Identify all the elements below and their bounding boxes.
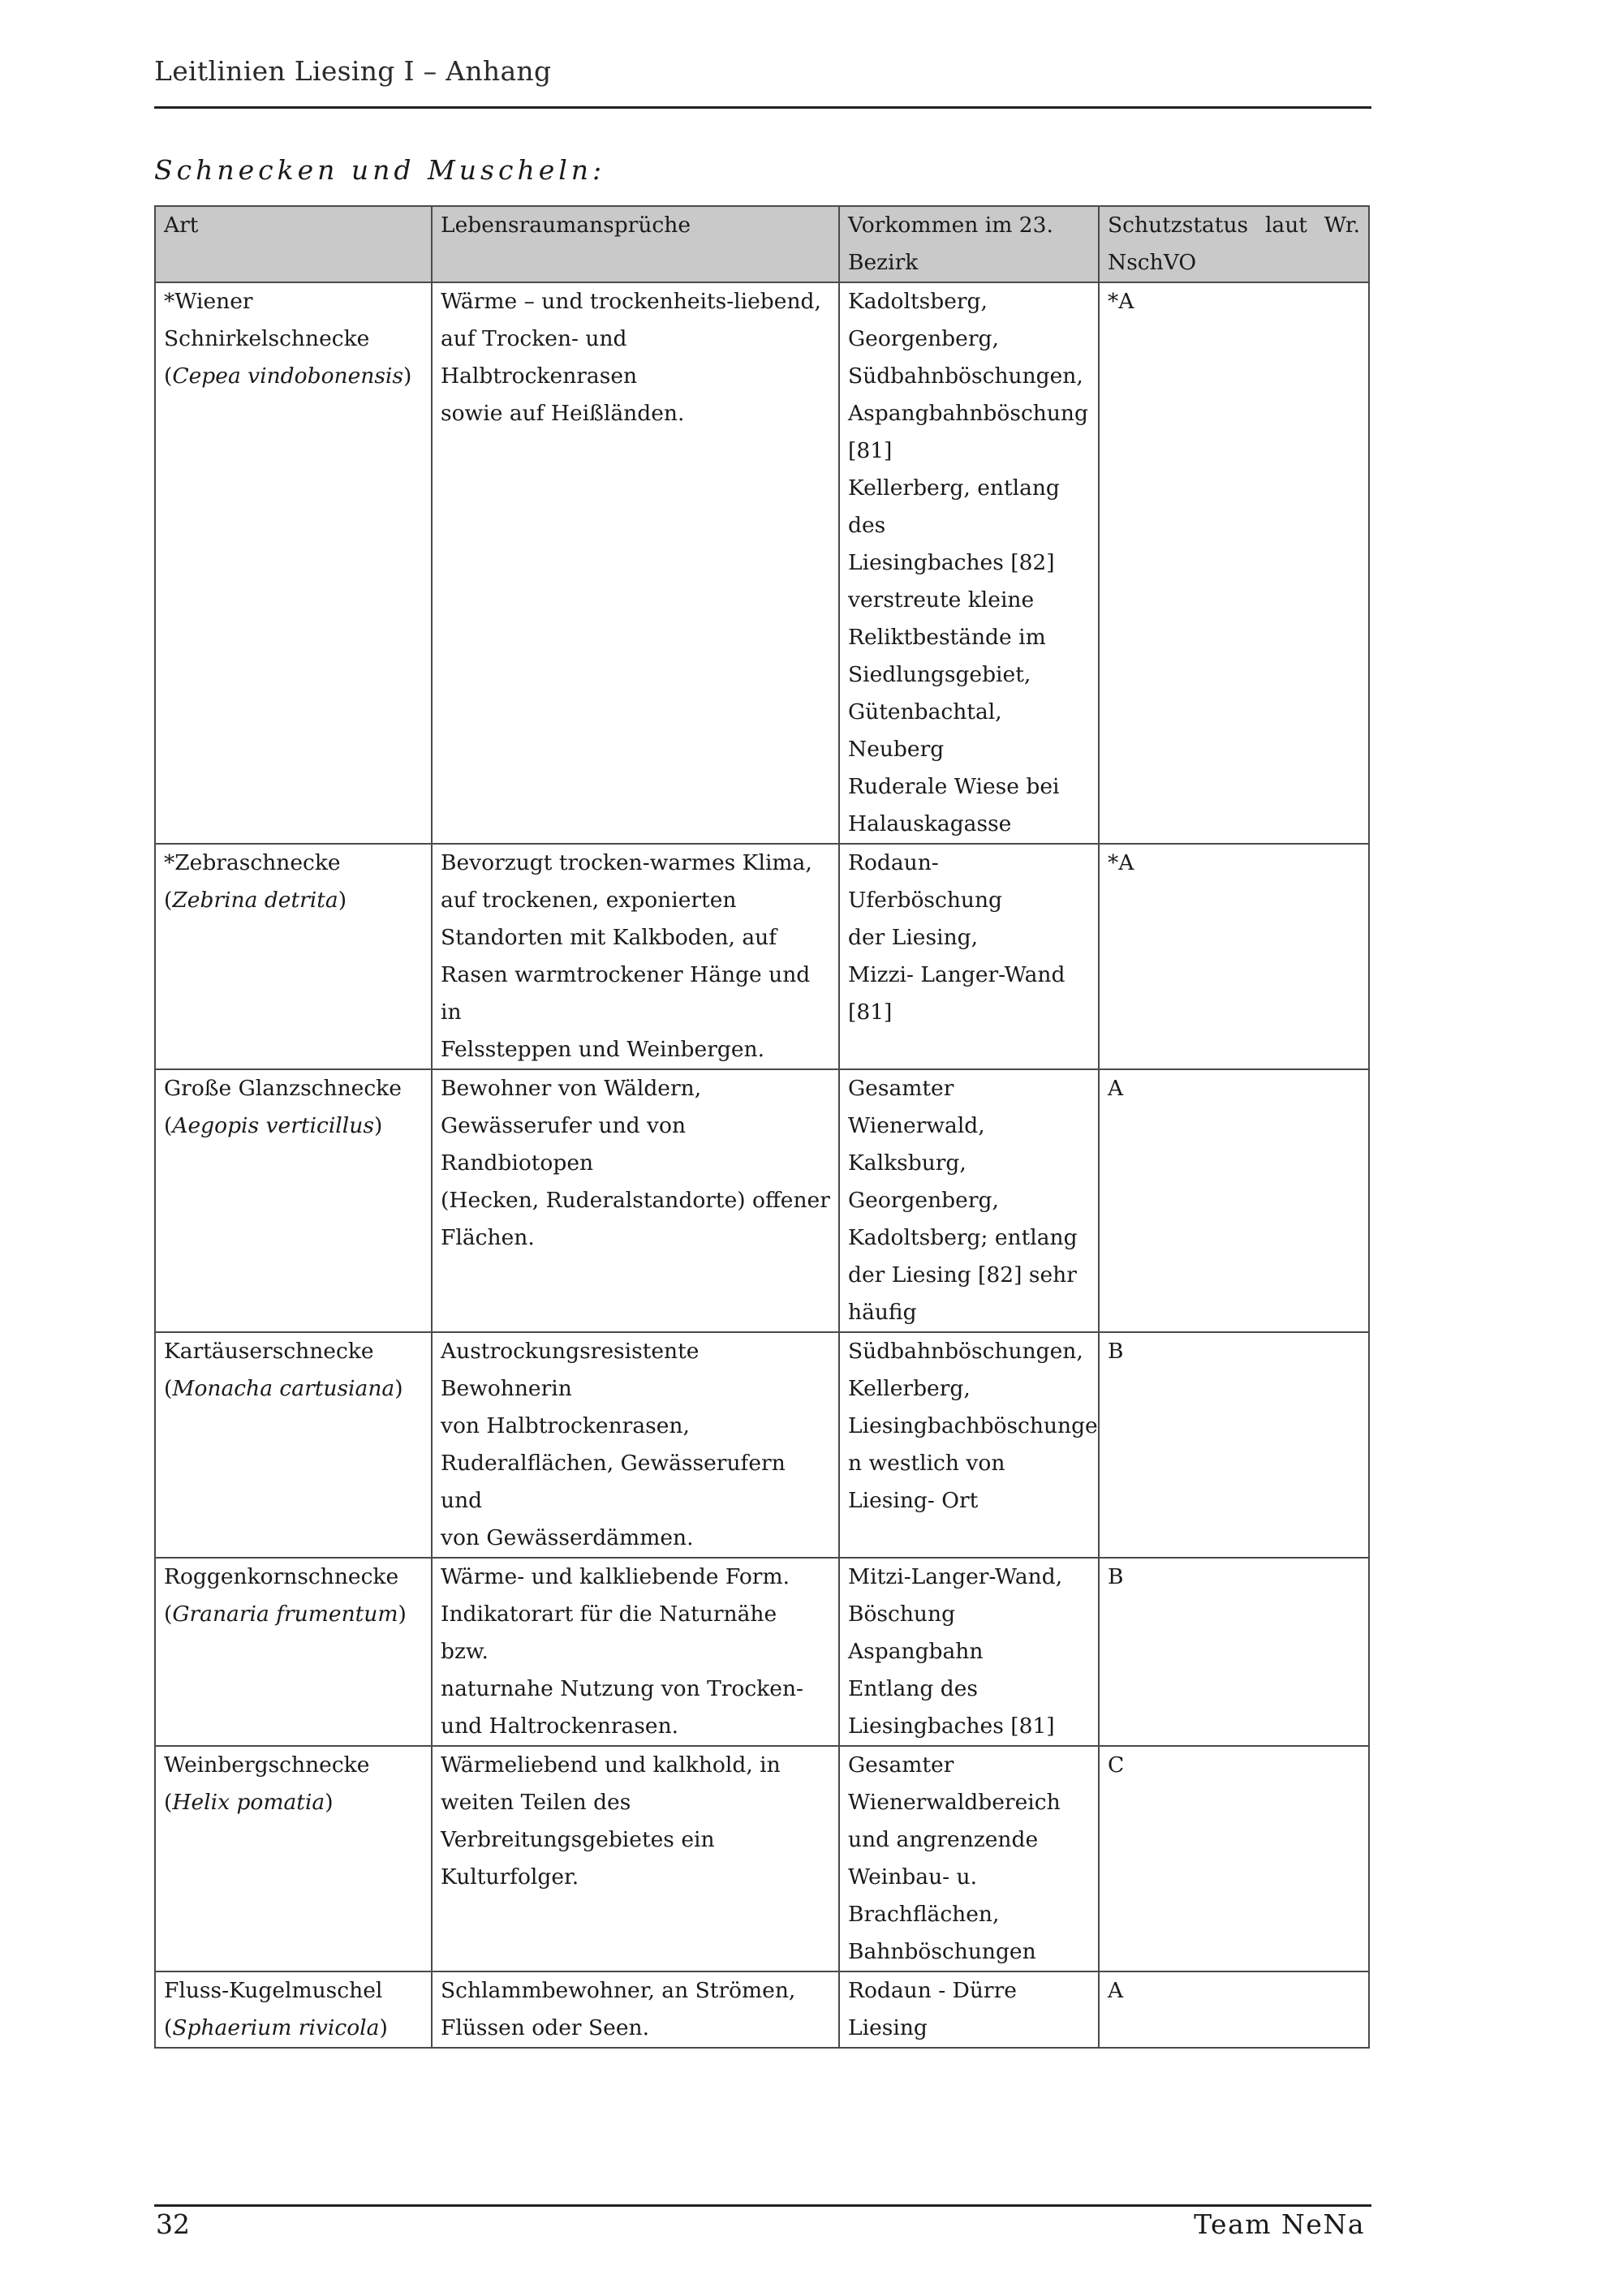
table-header-row (155, 206, 1369, 282)
occurrence-line: Kadoltsberg, (848, 289, 988, 314)
header-habitat (432, 206, 839, 282)
cell-habitat (432, 1332, 839, 1558)
cell-species (155, 1558, 432, 1746)
occurrence-line: Böschung Aspangbahn (848, 1602, 984, 1664)
header-line: Schutzstatus laut Wr. (1108, 213, 1360, 238)
latin-name-line: (Cepea vindobonensis) (164, 363, 412, 389)
occurrence-line: Siedlungsgebiet, (848, 662, 1031, 687)
table-row (155, 1971, 1369, 2048)
habitat-line: weiten Teilen des (441, 1790, 631, 1815)
cell-occurrence (839, 1558, 1099, 1746)
cell-habitat (432, 282, 839, 844)
habitat-line: Felssteppen und Weinbergen. (441, 1037, 765, 1062)
occurrence-line: Brachflächen, (848, 1902, 1000, 1927)
cell-habitat (432, 844, 839, 1069)
occurrence-line: Liesingbachböschunge (848, 1413, 1098, 1438)
occurrence-line: Georgenberg, (848, 1188, 999, 1213)
habitat-line: Bewohner von Wäldern, (441, 1076, 702, 1101)
occurrence-line: der Liesing [82] sehr (848, 1262, 1077, 1288)
occurrence-line: Kellerberg, entlang des (848, 475, 1060, 538)
latin-name-line: (Granaria frumentum) (164, 1602, 407, 1627)
species-name-line: *Wiener (164, 289, 253, 314)
status-value: A (1108, 1076, 1124, 1101)
cell-occurrence (839, 282, 1099, 844)
cell-occurrence (839, 1332, 1099, 1558)
occurrence-line: Wienerwaldbereich (848, 1790, 1061, 1815)
table-row (155, 282, 1369, 844)
cell-species (155, 1746, 432, 1971)
habitat-line: naturnahe Nutzung von Trocken- (441, 1676, 803, 1701)
species-name-line: Weinbergschnecke (164, 1752, 370, 1778)
occurrence-line: Südbahnböschungen, (848, 1339, 1083, 1364)
occurrence-line: und angrenzende (848, 1827, 1039, 1852)
habitat-line: Rasen warmtrockener Hänge und in (441, 962, 811, 1025)
habitat-line: Wärme- und kalkliebende Form. (441, 1564, 790, 1589)
occurrence-line: Liesingbaches [82] (848, 550, 1055, 575)
habitat-line: Flüssen oder Seen. (441, 2015, 650, 2040)
species-name-line: Große Glanzschnecke (164, 1076, 402, 1101)
species-name-line: Kartäuserschnecke (164, 1339, 374, 1364)
header-title: Leitlinien Liesing I – Anhang (154, 55, 552, 87)
status-value: B (1108, 1339, 1124, 1364)
latin-name: Aegopis verticillus (172, 1113, 374, 1138)
cell-status (1099, 1971, 1369, 2048)
footer-brand: Team NeNa (1194, 2208, 1365, 2240)
habitat-line: Indikatorart für die Naturnähe bzw. (441, 1602, 777, 1664)
cell-species (155, 1971, 432, 2048)
latin-name: Sphaerium rivicola (172, 2015, 380, 2040)
occurrence-line: [81] (848, 438, 893, 463)
species-name-line: *Zebraschnecke (164, 850, 341, 875)
latin-name: Granaria frumentum (172, 1602, 398, 1627)
cell-occurrence (839, 844, 1099, 1069)
occurrence-line: Rodaun - Dürre (848, 1978, 1017, 2003)
section-title: Schnecken und Muscheln: (154, 154, 606, 186)
status-value: *A (1108, 850, 1134, 875)
latin-name: Helix pomatia (172, 1790, 325, 1815)
occurrence-line: Rodaun-Uferböschung (848, 850, 1003, 913)
occurrence-line: Kalksburg, (848, 1150, 966, 1176)
cell-habitat (432, 1746, 839, 1971)
species-name-line: Fluss-Kugelmuschel (164, 1978, 383, 2003)
latin-name-line: (Monacha cartusiana) (164, 1376, 403, 1401)
species-name-line: Schnirkelschnecke (164, 326, 370, 351)
cell-status (1099, 1332, 1369, 1558)
table-row (155, 844, 1369, 1069)
habitat-line: Bevorzugt trocken-warmes Klima, (441, 850, 812, 875)
cell-occurrence (839, 1069, 1099, 1332)
cell-species (155, 1332, 432, 1558)
latin-name-line: (Sphaerium rivicola) (164, 2015, 388, 2040)
habitat-line: Schlammbewohner, an Strömen, (441, 1978, 796, 2003)
cell-habitat (432, 1971, 839, 2048)
footer-rule (154, 2204, 1371, 2207)
table-row (155, 1069, 1369, 1332)
habitat-line: und Haltrockenrasen. (441, 1713, 679, 1739)
header-line: NschVO (1108, 250, 1197, 275)
latin-name-line: (Zebrina detrita) (164, 888, 347, 913)
cell-status (1099, 1558, 1369, 1746)
occurrence-line: Gütenbachtal, (848, 699, 1002, 724)
habitat-line: Flächen. (441, 1225, 535, 1250)
header-status (1099, 206, 1369, 282)
cell-status (1099, 1069, 1369, 1332)
cell-status (1099, 282, 1369, 844)
occurrence-line: Aspangbahnböschung (848, 401, 1088, 426)
occurrence-line: Mitzi-Langer-Wand, (848, 1564, 1063, 1589)
cell-species (155, 1069, 432, 1332)
occurrence-line: Reliktbestände im (848, 625, 1046, 650)
page-header (154, 50, 1371, 109)
species-table (154, 205, 1370, 2049)
table-body (155, 282, 1369, 2048)
table-row (155, 1558, 1369, 1746)
cell-species (155, 844, 432, 1069)
occurrence-line: verstreute kleine (848, 587, 1035, 613)
header-line: Bezirk (848, 250, 919, 275)
latin-name-line: (Aegopis verticillus) (164, 1113, 383, 1138)
occurrence-line: Südbahnböschungen, (848, 363, 1083, 389)
status-value: C (1108, 1752, 1125, 1778)
cell-status (1099, 1746, 1369, 1971)
species-name-line: Roggenkornschnecke (164, 1564, 399, 1589)
occurrence-line: Kadoltsberg; entlang (848, 1225, 1078, 1250)
status-value: A (1108, 1978, 1124, 2003)
occurrence-line: Liesingbaches [81] (848, 1713, 1055, 1739)
habitat-line: Wärme – und trockenheits-liebend, (441, 289, 821, 314)
status-value: B (1108, 1564, 1124, 1589)
occurrence-line: Bahnböschungen (848, 1939, 1036, 1964)
occurrence-line: Gesamter (848, 1752, 954, 1778)
habitat-line: von Gewässerdämmen. (441, 1525, 694, 1550)
table-row (155, 1746, 1369, 1971)
habitat-line: Wärmeliebend und kalkhold, in (441, 1752, 781, 1778)
occurrence-line: Entlang des (848, 1676, 979, 1701)
occurrence-line: Ruderale Wiese bei (848, 774, 1060, 799)
table-row (155, 1332, 1369, 1558)
cell-species (155, 282, 432, 844)
habitat-line: Ruderalflächen, Gewässerufern und (441, 1451, 786, 1513)
occurrence-line: Gesamter Wienerwald, (848, 1076, 985, 1138)
occurrence-line: Liesing (848, 2015, 928, 2040)
habitat-line: auf trockenen, exponierten (441, 888, 737, 913)
habitat-line: Gewässerufer und von Randbiotopen (441, 1113, 687, 1176)
occurrence-line: der Liesing, (848, 925, 979, 950)
occurrence-line: Liesing- Ort (848, 1488, 979, 1513)
cell-occurrence (839, 1971, 1099, 2048)
occurrence-line: Kellerberg, (848, 1376, 971, 1401)
occurrence-line: Weinbau- u. (848, 1864, 977, 1890)
latin-name: Cepea vindobonensis (172, 363, 404, 389)
habitat-line: Kulturfolger. (441, 1864, 579, 1890)
header-art (155, 206, 432, 282)
header-line: Vorkommen im 23. (848, 213, 1053, 238)
latin-name: Zebrina detrita (172, 888, 338, 913)
cell-habitat (432, 1069, 839, 1332)
occurrence-line: Mizzi- Langer-Wand (848, 962, 1065, 987)
habitat-line: von Halbtrockenrasen, (441, 1413, 690, 1438)
header-line: Lebensraumansprüche (441, 213, 691, 238)
page-number: 32 (156, 2208, 190, 2240)
habitat-line: (Hecken, Ruderalstandorte) offener (441, 1188, 830, 1213)
occurrence-line: Neuberg (848, 737, 945, 762)
status-value: *A (1108, 289, 1134, 314)
header-occurrence (839, 206, 1099, 282)
habitat-line: Standorten mit Kalkboden, auf (441, 925, 777, 950)
habitat-line: sowie auf Heißländen. (441, 401, 685, 426)
habitat-line: Austrockungsresistente Bewohnerin (441, 1339, 700, 1401)
occurrence-line: Halauskagasse (848, 811, 1012, 836)
latin-name: Monacha cartusiana (172, 1376, 395, 1401)
occurrence-line: Georgenberg, (848, 326, 999, 351)
latin-name-line: (Helix pomatia) (164, 1790, 334, 1815)
occurrence-line: n westlich von (848, 1451, 1005, 1476)
occurrence-line: häufig (848, 1300, 917, 1325)
occurrence-line: [81] (848, 1000, 893, 1025)
habitat-line: Verbreitungsgebietes ein (441, 1827, 715, 1852)
habitat-line: auf Trocken- und Halbtrockenrasen (441, 326, 638, 389)
cell-status (1099, 844, 1369, 1069)
header-line: Art (164, 213, 199, 238)
cell-occurrence (839, 1746, 1099, 1971)
cell-habitat (432, 1558, 839, 1746)
